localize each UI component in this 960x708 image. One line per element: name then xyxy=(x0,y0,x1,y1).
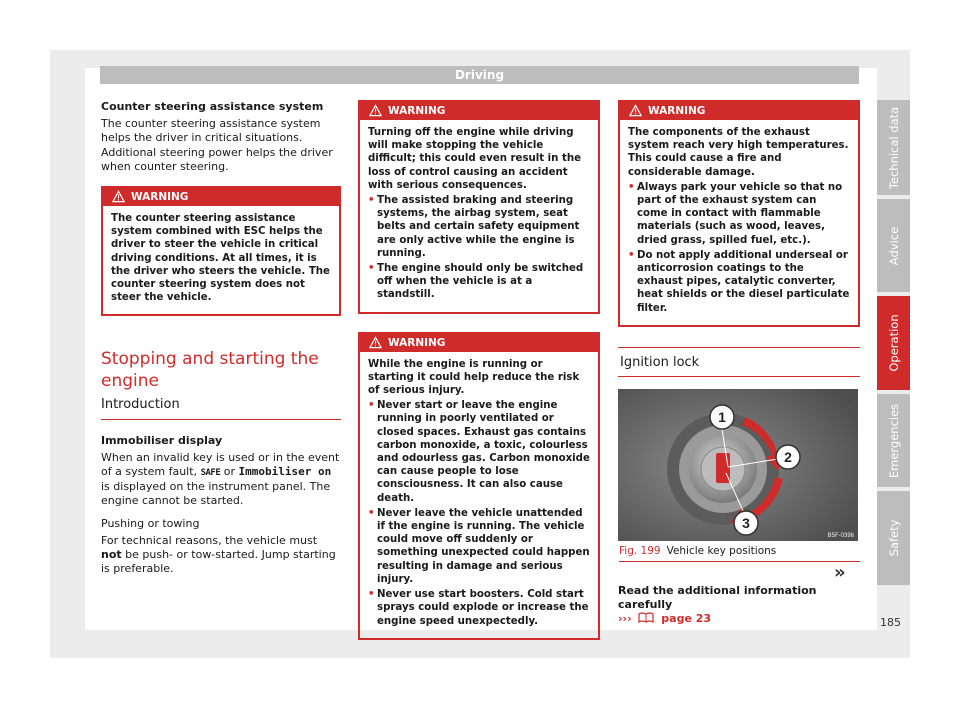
column-2 xyxy=(358,100,600,650)
warning-triangle-icon xyxy=(629,104,642,117)
tab-safety[interactable]: Safety xyxy=(877,491,910,585)
book-icon xyxy=(638,612,654,623)
column-3 xyxy=(618,100,860,626)
ignition-lock-title: Ignition lock xyxy=(618,347,860,377)
immobiliser-text: When an invalid key is used or in the event of a system fault, SAFE or Immobiliser on is displayed on the instrument panel. The engine cannot be started. xyxy=(101,450,340,508)
page-number: 185 xyxy=(880,616,901,629)
warning-text: The counter steering assistance system combined with ESC helps the driver to steer the vehicle in critical driving conditions. At all times, it is the driver who steers the vehicle. The counter steering system does not steer the vehicle. xyxy=(111,213,330,304)
warning-bullet: • Always park your vehicle so that no part of the exhaust system can come in contact with flammable materials (such as wood, leaves, dried grass, spilled fuel, etc.). xyxy=(628,181,850,247)
warning-box-exhaust xyxy=(618,100,860,327)
counter-steering-text: The counter steering assistance system helps the driver in critical situations. Additional steering power helps the driver when counter steering. xyxy=(101,117,333,173)
page-reference-link[interactable]: page 23 xyxy=(661,612,712,626)
warning-header xyxy=(360,334,598,352)
read-more-text: Read the additional information carefully xyxy=(618,584,817,612)
page-header: Driving xyxy=(100,66,859,84)
column-1 xyxy=(101,100,341,584)
tab-technical-data[interactable]: Technical data xyxy=(877,100,910,195)
tab-emergencies[interactable]: Emergencies xyxy=(877,394,910,487)
section-title: Stopping and starting the engine xyxy=(101,349,319,392)
pushing-text: For technical reasons, the vehicle must not be push- or tow-started. Jump starting is preferable. xyxy=(101,533,336,576)
reference-arrows: ››› xyxy=(618,612,632,626)
warning-body xyxy=(360,352,598,638)
immobiliser-display-text: Immobiliser on xyxy=(238,465,332,479)
tab-advice[interactable]: Advice xyxy=(877,199,910,292)
safe-symbol: SAFE xyxy=(200,468,221,479)
section-subtitle: Introduction xyxy=(101,398,341,419)
immobiliser-title: Immobiliser display xyxy=(101,433,223,447)
warning-bullet: • Never leave the vehicle unattended if the engine is running. The vehicle could move off suddenly or something unexpected could happen resulting in damage and serious injury. xyxy=(368,507,590,586)
tab-operation[interactable]: Operation xyxy=(877,296,910,390)
marker-1: 1 xyxy=(718,409,726,426)
warning-header xyxy=(620,102,858,120)
figure-number: Fig. 199 xyxy=(619,545,661,558)
warning-bullet: • The assisted braking and steering systems, the airbag system, seat belts and certain safety equipment are only active while the engine is running. xyxy=(368,194,590,260)
warning-triangle-icon xyxy=(369,336,382,349)
warning-label: WARNING xyxy=(388,105,446,117)
counter-steering-title: Counter steering assistance system xyxy=(101,100,324,113)
side-tabs xyxy=(877,100,910,589)
figure-caption xyxy=(619,544,860,562)
warning-header xyxy=(103,188,339,206)
warning-triangle-icon xyxy=(112,190,125,203)
warning-box-engine-off xyxy=(358,100,600,314)
warning-bullet: • Never start or leave the engine running in poorly ventilated or closed spaces. Exhaust gas contains carbon monoxide, a toxic, colourless and odourless gas. Carbon monoxide can cause people to lose consciousness. It can also cause death. xyxy=(368,399,590,505)
warning-label: WARNING xyxy=(388,336,446,349)
warning-box-engine-running xyxy=(358,332,600,640)
warning-bullet: • Do not apply additional underseal or anticorrosion coatings to the exhaust pipes, catalytic converter, heat shields or the diesel particulate filter. xyxy=(628,249,850,315)
figure-caption-text: Vehicle key positions xyxy=(666,545,777,558)
warning-label: WARNING xyxy=(648,105,706,117)
warning-bullet: • Never use start boosters. Cold start sprays could explode or increase the engine speed unexpectedly. xyxy=(368,588,590,628)
warning-label: WARNING xyxy=(131,191,189,204)
warning-box-counter-steering xyxy=(101,186,341,316)
warning-body xyxy=(360,120,598,312)
warning-intro: Turning off the engine while driving will make stopping the vehicle difficult; this could even result in the loss of control causing an accident with serious consequences. xyxy=(368,127,582,191)
continue-mark: » xyxy=(834,562,846,583)
warning-header xyxy=(360,102,598,120)
read-more-note xyxy=(618,584,860,626)
figure-code: B5F-0396 xyxy=(827,533,854,540)
warning-bullet: • The engine should only be switched off when the vehicle is at a standstill. xyxy=(368,262,590,302)
warning-body xyxy=(103,206,339,314)
warning-body xyxy=(620,120,858,325)
pushing-title: Pushing or towing xyxy=(101,516,200,530)
warning-intro: While the engine is running or starting it could help reduce the risk of serious injury. xyxy=(368,358,580,397)
marker-2: 2 xyxy=(784,449,792,466)
warning-intro: The components of the exhaust system reach very high temperatures. This could cause a fire and considerable damage. xyxy=(628,127,849,178)
warning-triangle-icon xyxy=(369,104,382,117)
ignition-figure xyxy=(618,389,858,541)
marker-3: 3 xyxy=(742,515,750,532)
ignition-lock-illustration xyxy=(618,389,858,541)
